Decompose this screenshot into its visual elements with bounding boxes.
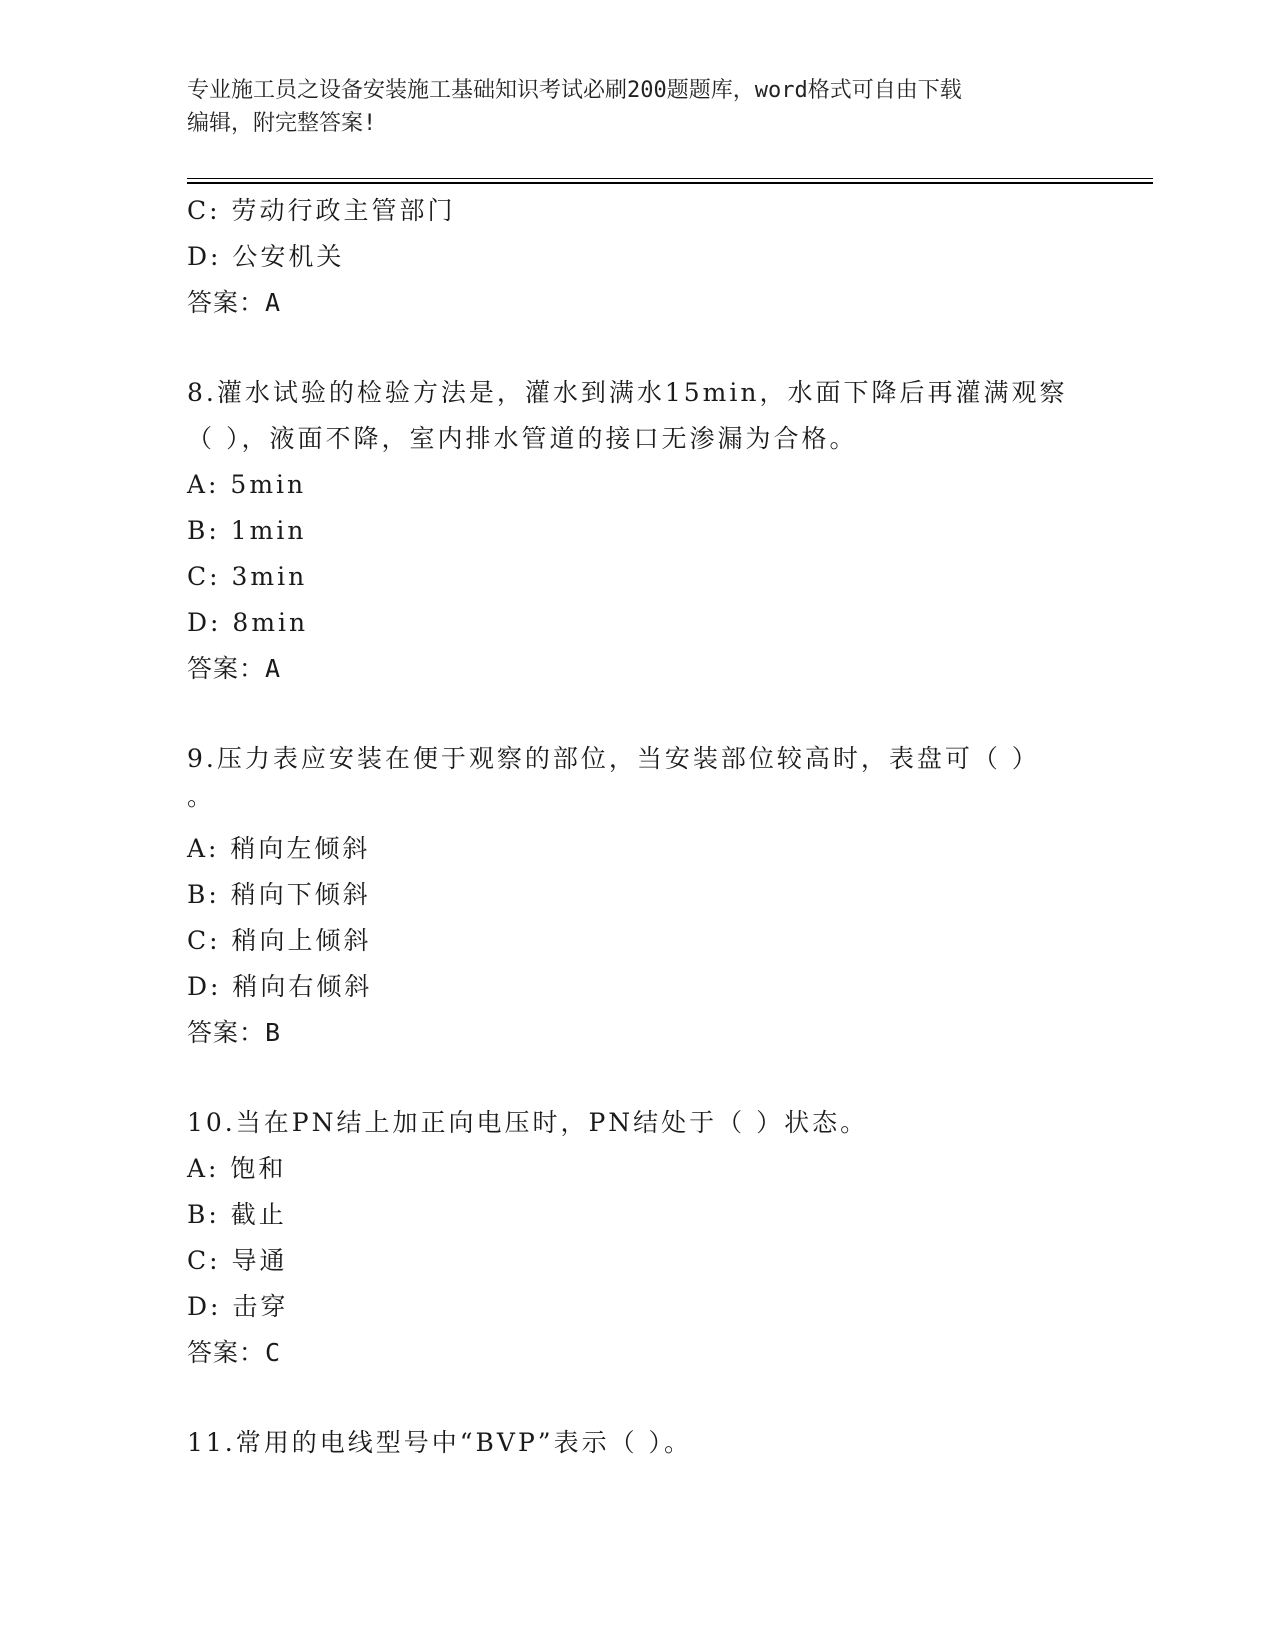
option-c: C: 稍向上倾斜 [187, 926, 372, 955]
question-7-tail [187, 188, 1153, 326]
question-11 [187, 1420, 1153, 1466]
option-b: B: 截止 [187, 1200, 287, 1229]
question-stem-continued: （ ），液面不降，室内排水管道的接口无渗漏为合格。 [187, 424, 858, 453]
option-c: C: 3min [187, 562, 308, 591]
option-d: D: 8min [187, 608, 309, 637]
question-10 [187, 1100, 1153, 1376]
option-b: B: 稍向下倾斜 [187, 880, 371, 909]
option-d: D: 击穿 [187, 1292, 289, 1321]
question-list [187, 188, 1153, 1466]
answer-line: 答案：A [187, 654, 282, 683]
header-title-line-1: 专业施工员之设备安装施工基础知识考试必刷200题题库，word格式可自由下载 [187, 78, 962, 103]
header-divider-top [187, 178, 1153, 179]
answer-line: 答案：B [187, 1018, 282, 1047]
document-header [187, 74, 1087, 140]
option-a: A: 稍向左倾斜 [187, 834, 371, 863]
question-stem: 9.压力表应安装在便于观察的部位，当安装部位较高时，表盘可（ ） [187, 744, 1040, 773]
question-8 [187, 370, 1153, 692]
question-stem: 11.常用的电线型号中“BVP”表示（ ）。 [187, 1428, 693, 1457]
header-title-line-2: 编辑，附完整答案! [187, 111, 377, 136]
question-stem: 10.当在PN结上加正向电压时，PN结处于（ ）状态。 [187, 1108, 869, 1137]
option-b: B: 1min [187, 516, 307, 545]
option-d: D: 公安机关 [187, 242, 345, 271]
option-c: C: 导通 [187, 1246, 288, 1275]
option-c: C: 劳动行政主管部门 [187, 196, 456, 225]
question-9 [187, 736, 1153, 1056]
header-divider-bottom [187, 182, 1153, 184]
option-a: A: 5min [187, 470, 307, 499]
question-stem: 8.灌水试验的检验方法是，灌水到满水15min，水面下降后再灌满观察 [187, 378, 1068, 407]
option-d: D: 稍向右倾斜 [187, 972, 373, 1001]
option-a: A: 饱和 [187, 1154, 287, 1183]
question-stem-continued: 。 [187, 782, 216, 811]
answer-line: 答案：A [187, 288, 282, 317]
answer-line: 答案：C [187, 1338, 282, 1367]
